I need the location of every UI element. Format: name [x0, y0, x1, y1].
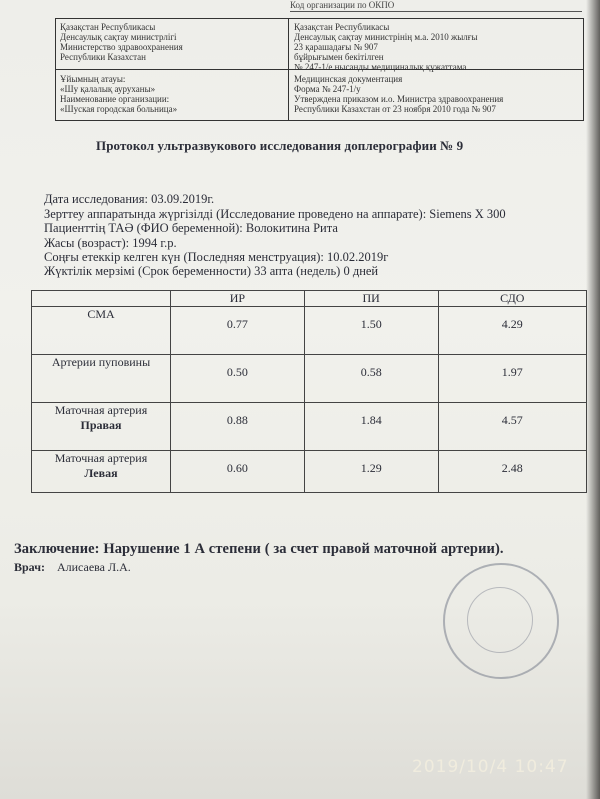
exam-date: Дата исследования: 03.09.2019г.: [44, 192, 215, 206]
header-line: Денсаулық сақтау министрлігі: [60, 32, 177, 42]
header-line: Форма № 247-1/у: [294, 84, 361, 94]
patient-age: Жасы (возраст): 1994 г.р.: [44, 236, 177, 250]
row-label: СМА: [32, 307, 171, 355]
exam-device: Зерттеу аппаратында жүргізілді (Исследование проведено на аппарате): Siemens X 300: [44, 207, 506, 221]
sdo-value: 2.48: [438, 451, 586, 493]
header-line: Республики Казахстан от 23 ноября 2010 года № 907: [294, 104, 496, 114]
pregnancy-term: Жүктілік мерзімі (Срок беременности) 33 апта (недель) 0 дней: [44, 264, 379, 278]
form-block-right: [294, 74, 503, 114]
photo-timestamp: 2019/10/4 10:47: [412, 757, 569, 777]
header-line: Денсаулық сақтау министрінің м.а. 2010 жылғы: [294, 32, 478, 42]
conclusion-text: Заключение: Нарушение 1 А степени ( за счет правой маточной артерии).: [14, 541, 504, 557]
table-row: [32, 307, 587, 355]
organization-block-left: [60, 74, 177, 114]
header-line: Министерство здравоохранения: [60, 42, 183, 52]
header-line: «Шуская городская больница»: [60, 104, 178, 114]
order-block-right: [294, 22, 478, 72]
table-header-row: [32, 291, 587, 307]
okpo-line: [290, 11, 582, 12]
table-row: [32, 451, 587, 493]
okpo-label: Код организации по ОКПО: [290, 0, 395, 10]
header-line: «Шу қалалық ауруханы»: [60, 84, 156, 94]
sdo-value: 4.57: [438, 403, 586, 451]
ministry-block-left: [60, 22, 183, 62]
table-header-cell: [32, 291, 171, 307]
table-row: [32, 355, 587, 403]
doctor-line: [14, 560, 131, 575]
ir-value: 0.60: [171, 451, 305, 493]
table-header-cell: СДО: [438, 291, 586, 307]
pi-value: 1.29: [304, 451, 438, 493]
header-line: Қазақстан Республикасы: [60, 22, 156, 32]
doctor-name: Алисаева Л.А.: [56, 560, 131, 574]
doctor-label: Врач:: [14, 560, 45, 574]
header-line: 23 қарашадағы № 907: [294, 42, 378, 52]
patient-name: Пациенттің ТАӘ (ФИО беременной): Волокитина Рита: [44, 221, 338, 235]
sdo-value: 1.97: [438, 355, 586, 403]
header-line: Республики Казахстан: [60, 52, 146, 62]
ir-value: 0.50: [171, 355, 305, 403]
round-stamp: [443, 563, 559, 679]
header-line: № 247-1/е нысанды медициналық құжаттама: [294, 62, 467, 72]
row-label: Артерии пуповины: [32, 355, 171, 403]
pi-value: 1.84: [304, 403, 438, 451]
ir-value: 0.77: [171, 307, 305, 355]
header-line: бұйрығымен бекітілген: [294, 52, 384, 62]
table-header-cell: ИР: [171, 291, 305, 307]
pi-value: 0.58: [304, 355, 438, 403]
pi-value: 1.50: [304, 307, 438, 355]
sdo-value: 4.29: [438, 307, 586, 355]
row-label: Маточная артерия Правая: [32, 403, 171, 451]
header-line: Медицинская документация: [294, 74, 403, 84]
ir-value: 0.88: [171, 403, 305, 451]
header-line: Утверждена приказом и.о. Министра здравоохранения: [294, 94, 504, 104]
table-header-cell: ПИ: [304, 291, 438, 307]
page-edge-shadow: [586, 0, 600, 799]
table-row: [32, 403, 587, 451]
doppler-table: [31, 290, 587, 493]
stamp-inner-ring: [467, 587, 533, 653]
protocol-title: Протокол ультразвукового исследования доплерографии № 9: [96, 138, 464, 153]
form-header-box: [55, 18, 584, 121]
header-line: Наименование организации:: [60, 94, 170, 104]
last-menstruation: Соңғы етеккір келген күн (Последняя менструация): 10.02.2019г: [44, 250, 389, 264]
header-line: Ұйымның атауы:: [60, 74, 126, 84]
header-line: Қазақстан Республикасы: [294, 22, 390, 32]
row-label: Маточная артерия Левая: [32, 451, 171, 493]
